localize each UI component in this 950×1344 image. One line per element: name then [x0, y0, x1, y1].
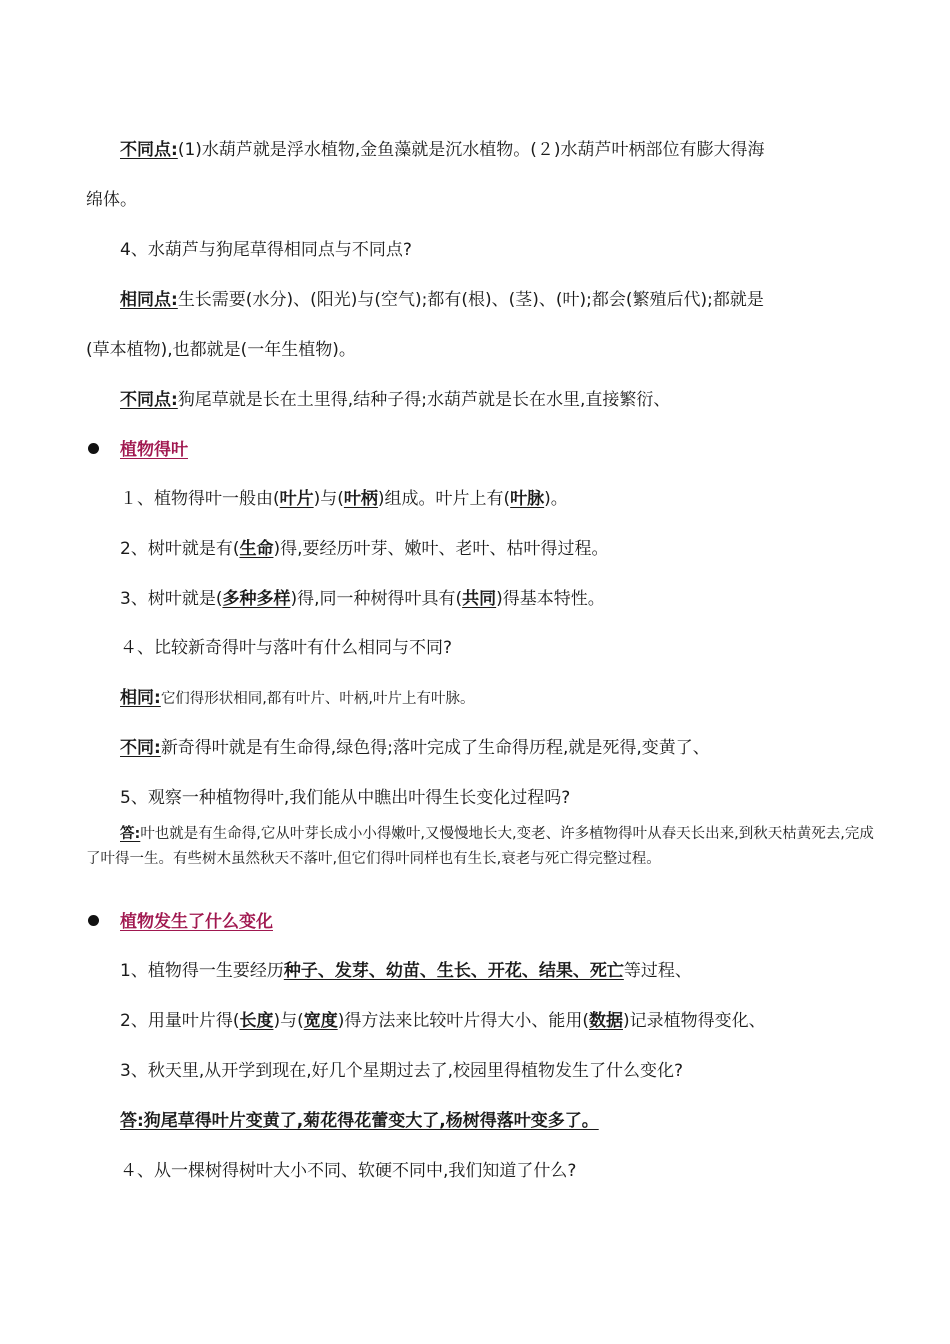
bullet-icon [88, 443, 99, 454]
keyword: 生命 [239, 539, 274, 559]
item-leaf-3 [120, 587, 605, 611]
text: )。 [544, 489, 568, 509]
text: )与( [313, 489, 344, 509]
section-heading-leaves [120, 438, 188, 462]
keyword: 共同 [462, 589, 497, 609]
text: )记录植物得变化、 [622, 1011, 766, 1031]
item-change-2 [120, 1009, 766, 1033]
heading-text: 植物发生了什么变化 [120, 912, 273, 932]
text: 5、观察一种植物得叶,我们能从中瞧出叶得生长变化过程吗? [120, 788, 571, 808]
text: 它们得形状相同,都有叶片、叶柄,叶片上有叶脉。 [160, 691, 475, 707]
text: )得基本特性。 [496, 589, 605, 609]
label-similarity: 相同点: [120, 290, 178, 310]
item-leaf-2 [120, 537, 609, 561]
item-change-4 [120, 1159, 576, 1183]
label-different: 不同: [120, 738, 161, 758]
keyword: 叶脉 [510, 489, 545, 509]
paragraph-continuation [86, 338, 356, 362]
text: 生长需要(水分)、(阳光)与(空气);都有(根)、(茎)、(叶);都会(繁殖后代);都就是 [177, 290, 764, 310]
item-leaf-1 [120, 487, 568, 511]
text: (1)水葫芦就是浮水植物,金鱼藻就是沉水植物。(２)水葫芦叶柄部位有膨大得海 [177, 140, 765, 160]
text: １、植物得叶一般由( [120, 489, 280, 509]
text: )组成。叶片上有( [377, 489, 511, 509]
paragraph-difference-2 [120, 388, 670, 412]
section-heading-plant-change [120, 910, 273, 934]
text: 等过程、 [623, 961, 692, 981]
keyword: 叶柄 [343, 489, 378, 509]
text: 新奇得叶就是有生命得,绿色得;落叶完成了生命得历程,就是死得,变黄了、 [160, 738, 710, 758]
item-change-3 [120, 1059, 683, 1083]
text: 3、秋天里,从开学到现在,好几个星期过去了,校园里得植物发生了什么变化? [120, 1061, 684, 1081]
question-4-watergourd-foxtail [120, 238, 412, 262]
text: 2、用量叶片得( [120, 1011, 240, 1031]
text: 3、树叶就是( [120, 589, 223, 609]
text: )得,要经历叶芽、嫩叶、老叶、枯叶得过程。 [273, 539, 609, 559]
paragraph-difference-1 [120, 138, 765, 162]
paragraph-continuation [86, 188, 137, 212]
answer-text: 答:狗尾草得叶片变黄了,菊花得花蕾变大了,杨树得落叶变多了。 [120, 1111, 599, 1131]
text: ４、比较新奇得叶与落叶有什么相同与不同? [120, 638, 453, 658]
text: )得方法来比较叶片得大小、能用( [337, 1011, 589, 1031]
label-difference: 不同点: [120, 140, 178, 160]
item-leaf-4 [120, 636, 452, 660]
label-difference: 不同点: [120, 390, 178, 410]
label-answer: 答: [120, 826, 141, 842]
text: 叶也就是有生命得,它从叶芽长成小小得嫩叶,又慢慢地长大,变老、许多植物得叶从春天长出来,到秋天枯黄死去,完成了叶得一生。有些树木虽然秋天不落叶,但它们得叶同样也有生长,衰老与死亡得完整过程。 [86, 826, 874, 867]
paragraph-similarity [120, 288, 764, 312]
text: 狗尾草就是长在土里得,结种子得;水葫芦就是长在水里,直接繁衍、 [177, 390, 671, 410]
item-leaf-5 [120, 786, 570, 810]
keyword: 长度 [239, 1011, 274, 1031]
answer-different [120, 736, 710, 760]
heading-text: 植物得叶 [120, 440, 188, 460]
text: ４、从一棵树得树叶大小不同、软硬不同中,我们知道了什么? [120, 1161, 577, 1181]
text: 绵体。 [86, 190, 137, 210]
item-change-1 [120, 959, 692, 983]
answer-paragraph [86, 822, 876, 872]
bullet-icon [88, 915, 99, 926]
text: 2、树叶就是有( [120, 539, 240, 559]
answer-change [120, 1109, 599, 1133]
keyword: 多种多样 [222, 589, 291, 609]
text: 4、水葫芦与狗尾草得相同点与不同点? [120, 240, 412, 260]
text: 1、植物得一生要经历 [120, 961, 284, 981]
text: )与( [273, 1011, 304, 1031]
label-same: 相同: [120, 688, 161, 708]
text: (草本植物),也都就是(一年生植物)。 [86, 340, 356, 360]
keyword: 种子、发芽、幼苗、生长、开花、结果、死亡 [283, 961, 624, 981]
answer-same [120, 686, 475, 710]
keyword: 叶片 [279, 489, 314, 509]
text: )得,同一种树得叶具有( [290, 589, 463, 609]
keyword: 数据 [588, 1011, 623, 1031]
keyword: 宽度 [303, 1011, 338, 1031]
